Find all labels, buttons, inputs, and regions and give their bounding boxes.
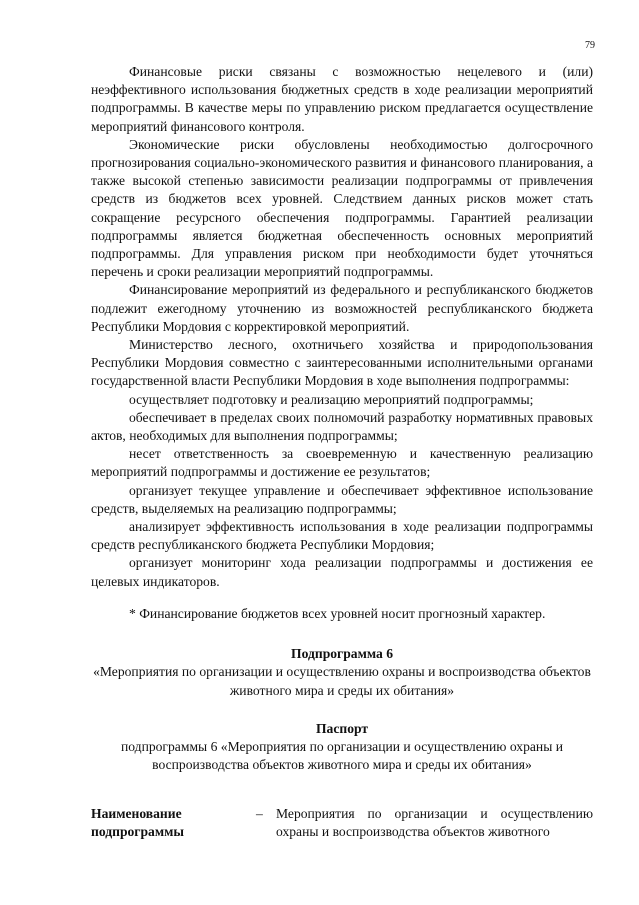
body-text bbox=[91, 63, 593, 774]
list-item: организует мониторинг хода реализации подпрограммы и достижения ее целевых индикаторов. bbox=[91, 555, 593, 589]
passport-row-name bbox=[91, 805, 593, 841]
list-item: обеспечивает в пределах своих полномочий разработку нормативных правовых актов, необходимых для выполнения подпрограммы; bbox=[91, 409, 593, 444]
passport-label: Наименование подпрограммы bbox=[91, 806, 184, 840]
passport-heading: Паспорт bbox=[315, 720, 369, 736]
subprogram-heading: Подпрограмма 6 bbox=[291, 646, 393, 662]
list-item: осуществляет подготовку и реализацию мероприятий подпрограммы; bbox=[129, 391, 534, 407]
list-item: организует текущее управление и обеспечивает эффективное использование средств, выделяемых на реализацию подпрограммы; bbox=[91, 482, 593, 516]
passport-value: Мероприятия по организации и осуществлению охраны и воспроизводства объектов животного bbox=[276, 806, 593, 840]
page-number: 79 bbox=[585, 40, 595, 51]
paragraph-economic-risks: Экономические риски обусловлены необходимостью долгосрочного прогнозирования социально-экономического развития и финансового планирования, а также высокой степенью зависимости реализации подпрограммы от привлечения средств из бюджетов всех уровней. Следствием данных рисков может стать сокращение ресурсного обеспечения подпрограммы. Гарантией реализации подпрограммы является бюджетная обеспеченность основных мероприятий подпрограммы. Для управления риском при необходимости будет уточняться перечень и сроки реализации мероприятий подпрограммы. bbox=[91, 136, 593, 280]
passport-subtitle: подпрограммы 6 «Мероприятия по организации и осуществлению охраны и воспроизводства объектов животного мира и среды их обитания» bbox=[120, 738, 564, 773]
list-item: несет ответственность за своевременную и качественную реализацию мероприятий подпрограммы и достижение ее результатов; bbox=[91, 446, 593, 480]
paragraph-ministry: Министерство лесного, охотничьего хозяйства и природопользования Республики Мордовия совместно с заинтересованными исполнительными органами государственной власти Республики Мордовия в ходе выполнения подпрограммы: bbox=[91, 337, 593, 389]
subprogram-title: «Мероприятия по организации и осуществлению охраны и воспроизводства объектов животного мира и среды их обитания» bbox=[93, 664, 591, 698]
footnote: * Финансирование бюджетов всех уровней носит прогнозный характер. bbox=[129, 605, 546, 621]
paragraph-financing: Финансирование мероприятий из федерального и республиканского бюджетов подлежит ежегодному уточнению из возможностей республиканского бюджета Республики Мордовия с корректировкой мероприятий. bbox=[91, 282, 593, 334]
passport-dash: – bbox=[256, 806, 263, 821]
paragraph-financial-risks: Финансовые риски связаны с возможностью нецелевого и (или) неэффективного использования бюджетных средств в ходе реализации мероприятий подпрограммы. В качестве меры по управлению риском предлагается осуществление мероприятий финансового контроля. bbox=[91, 64, 593, 134]
list-item: анализирует эффективность использования в ходе реализации подпрограммы средств республиканского бюджета Республики Мордовия; bbox=[91, 519, 593, 553]
